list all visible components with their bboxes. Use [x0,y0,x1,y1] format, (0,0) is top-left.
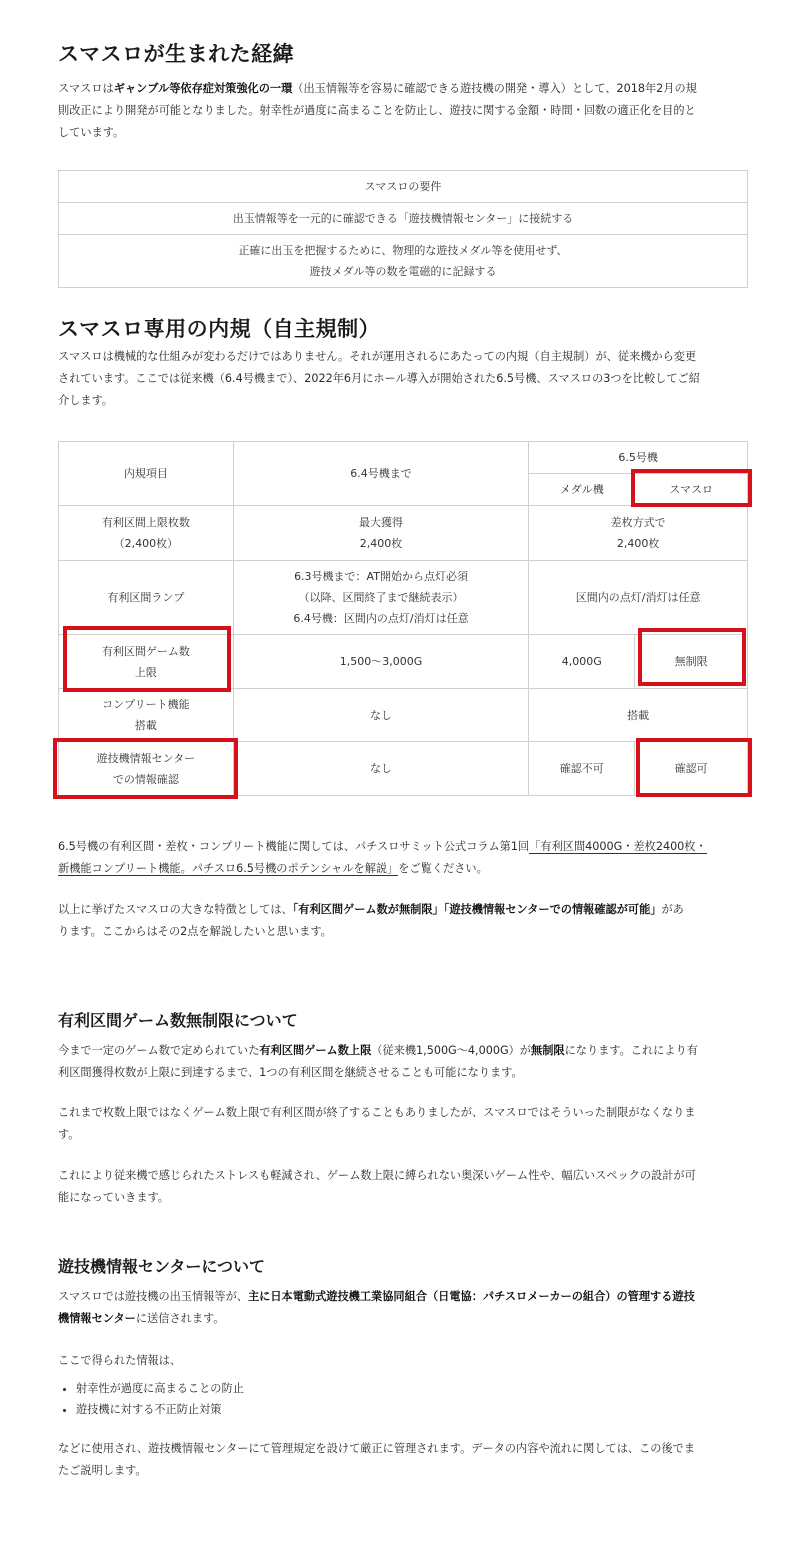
info-center-paragraph-1: スマスロでは遊技機の出玉情報等が、主に日本電動式遊技機工業協同組合（日電協：パチスロメーカーの組合）の管理する遊技 機情報センターに送信されます。 [58,1290,695,1325]
row-label-game-limit: 有利区間ゲーム数 上限 [59,635,234,689]
section-title-info-center: 遊技機情報センターについて [58,1257,266,1276]
unlimited-paragraph-1: 今まで一定のゲーム数で定められていた有利区間ゲーム数上限（従来機1,500G～4,000G）が無制限になります。これにより有 利区間獲得枚数が上限に到達するまで、1つの有利区間を継続させることも可能になります。 [58,1044,698,1079]
row-label-info-center: 遊技機情報センター での情報確認 [59,742,234,796]
cell-6-5: 区間内の点灯/消灯は任意 [529,561,748,635]
info-usage-list [58,1378,244,1420]
note-paragraph: 6.5号機の有利区間・差枚・コンプリート機能に関しては、パチスロサミット公式コラム第1回「有利区間4000G・差枚2400枚・ 新機能コンプリート機能。パチスロ6.5号機のポテンシャルを解説」をご覧ください。 [58,840,707,875]
cell-smaslo: 確認可 [635,742,748,796]
requirement-row: 出玉情報等を一元的に確認できる「遊技機情報センター」に接続する [59,203,748,235]
cell-6-4: なし [233,742,529,796]
cell-6-5: 搭載 [529,689,748,742]
origin-paragraph: スマスロはギャンブル等依存症対策強化の一環（出玉情報等を容易に確認できる遊技機の開発・導入）として、2018年2月の規 則改正により開発が可能となりました。射幸性が過度に高まることを防止し、遊技に関する金額・時間・回数の適正化を目的と しています。 [58,82,697,139]
info-center-paragraph-2: ここで得られた情報は、 [58,1354,182,1367]
unlimited-paragraph-3: これにより従来機で感じられたストレスも軽減され、ゲーム数上限に縛られない奥深いゲーム性や、幅広いスペックの設計が可 能になっていきます。 [58,1169,696,1204]
row-label-payout-limit: 有利区間上限枚数 （2,400枚） [59,506,234,561]
row-label-complete: コンプリート機能 搭載 [59,689,234,742]
column-link-continued[interactable]: 新機能コンプリート機能。パチスロ6.5号機のポテンシャルを解説」 [58,862,399,875]
section-title-rules: スマスロ専用の内規（自主規制） [58,317,381,341]
cell-6-5: 差枚方式で 2,400枚 [529,506,748,561]
header-rule-item: 内規項目 [59,442,234,506]
info-center-paragraph-3: などに使用され、遊技機情報センターにて管理規定を設けて厳正に管理されます。データの内容や流れに関しては、この後でま たご説明します。 [58,1442,696,1477]
column-link[interactable]: 「有利区間4000G・差枚2400枚・ [529,840,707,853]
cell-medal: 4,000G [529,635,635,689]
header-6-5: 6.5号機 [529,442,748,474]
cell-smaslo: 無制限 [635,635,748,689]
requirement-row: 正確に出玉を把握するために、物理的な遊技メダル等を使用せず、 遊技メダル等の数を電磁的に記録する [59,235,748,288]
comparison-table [58,441,748,796]
header-medal: メダル機 [529,474,635,506]
cell-6-4: なし [233,689,529,742]
header-6-4: 6.4号機まで [233,442,529,506]
cell-6-4: 6.3号機まで：AT開始から点灯必須 （以降、区間終了まで継続表示） 6.4号機：区間内の点灯/消灯は任意 [233,561,529,635]
summary-paragraph: 以上に挙げたスマスロの大きな特徴としては、「有利区間ゲーム数が無制限」「遊技機情報センターでの情報確認が可能」があ ります。ここからはその2点を解説したいと思います。 [58,903,684,938]
header-smaslo: スマスロ [635,474,748,506]
cell-medal: 確認不可 [529,742,635,796]
unlimited-paragraph-2: これまで枚数上限ではなくゲーム数上限で有利区間が終了することもありましたが、スマスロではそういった制限がなくなりま す。 [58,1106,696,1141]
cell-6-4: 最大獲得 2,400枚 [233,506,529,561]
section-title-unlimited: 有利区間ゲーム数無制限について [58,1011,298,1030]
row-label-lamp: 有利区間ランプ [59,561,234,635]
requirements-header: スマスロの要件 [59,171,748,203]
cell-6-4: 1,500～3,000G [233,635,529,689]
rules-paragraph: スマスロは機械的な仕組みが変わるだけではありません。それが運用されるにあたっての内規（自主規制）が、従来機から変更 されています。ここでは従来機（6.4号機まで）、2022年6月にホール導入が開始された6.5号機、スマスロの3つを比較してご紹 介します。 [58,350,700,407]
list-item: • 射幸性が過度に高まることの防止 [76,1378,244,1399]
list-item: • 遊技機に対する不正防止対策 [76,1399,244,1420]
requirements-table [58,170,748,288]
section-title-origin: スマスロが生まれた経緯 [58,42,295,66]
